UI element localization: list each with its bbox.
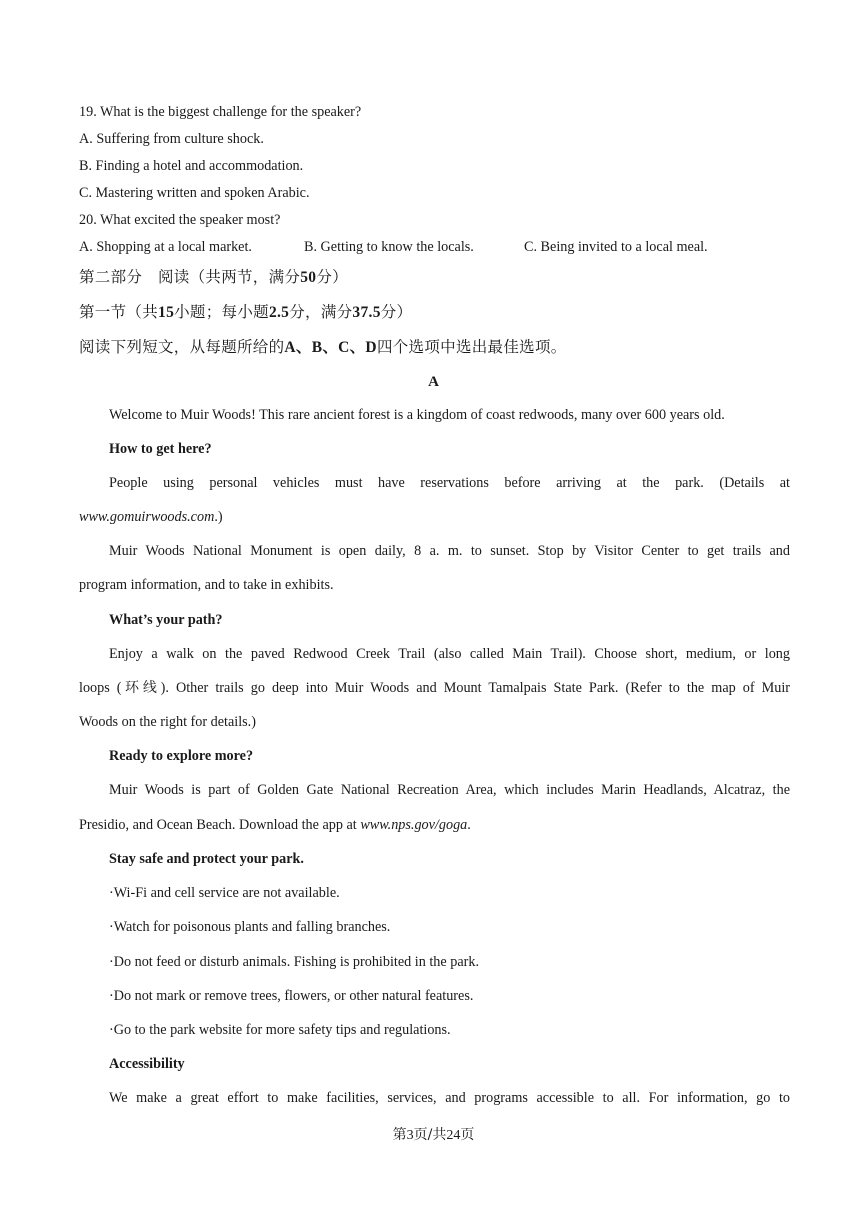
paragraph-get-here-line2 <box>79 507 223 527</box>
part2-title-score: 50 <box>300 269 317 286</box>
question-20-option-c: C. Being invited to a local meal. <box>524 239 708 255</box>
footer-pre: 第 <box>392 1127 407 1143</box>
footer-page-number: 3 <box>406 1128 414 1143</box>
link-gomuirwoods[interactable]: www.gomuirwoods.com <box>79 509 215 525</box>
paragraph-get-here-line1: People using personal vehicles must have reservations before arriving at the park. (Details at <box>109 475 790 491</box>
heading-how-to-get-here: How to get here? <box>109 441 212 457</box>
heading-accessibility: Accessibility <box>109 1056 185 1072</box>
section1-score-each: 2.5 <box>268 304 290 321</box>
section1-title <box>79 302 412 323</box>
passage-intro: Welcome to Muir Woods! This rare ancient forest is a kingdom of coast redwoods, many over 600 years old. <box>109 407 725 423</box>
paragraph-path-line2-b: ). Other trails go deep into Muir Woods and Mount Tamalpais State Park. (Refer to the map of Muir <box>160 680 790 696</box>
question-20-option-b: B. Getting to know the locals. <box>304 239 474 255</box>
paragraph-explore-line2-a: Presidio, and Ocean Beach. Download the app at <box>79 817 361 833</box>
paragraph-path-line3: Woods on the right for details.) <box>79 714 256 730</box>
page-footer <box>0 1124 867 1144</box>
section1-title-part4: 分） <box>380 303 413 321</box>
paragraph-path-line2 <box>79 678 790 698</box>
paragraph-accessibility-line1: We make a great effort to make facilities, services, and programs accessible to all. For information, go to <box>109 1090 790 1106</box>
section1-title-part1: 第一节（共 <box>79 303 159 321</box>
question-19-option-a: A. Suffering from culture shock. <box>79 131 264 147</box>
paragraph-path-line1: Enjoy a walk on the paved Redwood Creek Trail (also called Main Trail). Choose short, medium, or long <box>109 646 790 662</box>
section1-question-count: 15 <box>158 304 175 321</box>
question-20-stem: 20. What excited the speaker most? <box>79 212 281 228</box>
heading-ready-to-explore: Ready to explore more? <box>109 748 254 764</box>
part2-title-pre: 第二部分 阅读（共两节，满分 <box>79 268 301 286</box>
paragraph-explore-line2-b: . <box>467 817 471 833</box>
safety-item: ·Wi-Fi and cell service are not available. <box>109 885 340 901</box>
question-19-stem: 19. What is the biggest challenge for the speaker? <box>79 104 362 120</box>
safety-item: ·Go to the park website for more safety tips and regulations. <box>109 1022 451 1038</box>
section1-score-total: 37.5 <box>352 304 381 321</box>
footer-total-pages: 24 <box>446 1128 461 1143</box>
link-nps-goga[interactable]: www.nps.gov/goga <box>360 817 468 833</box>
safety-item: ·Do not mark or remove trees, flowers, or other natural features. <box>109 988 474 1004</box>
paragraph-open-line1: Muir Woods National Monument is open daily, 8 a. m. to sunset. Stop by Visitor Center to get trails and <box>109 543 790 559</box>
paragraph-path-chinese-gloss: 环线 <box>121 680 161 696</box>
footer-mid: 页/共 <box>413 1127 447 1143</box>
paragraph-explore-line2 <box>79 815 471 835</box>
safety-item: ·Watch for poisonous plants and falling branches. <box>109 919 391 935</box>
paragraph-get-here-end: .) <box>214 509 223 525</box>
part2-title-post: 分） <box>316 268 348 286</box>
instructions-pre: 阅读下列短文，从每题所给的 <box>79 338 285 356</box>
question-19-option-c: C. Mastering written and spoken Arabic. <box>79 185 310 201</box>
passage-letter: A <box>428 374 439 390</box>
heading-stay-safe: Stay safe and protect your park. <box>109 851 304 867</box>
paragraph-path-line2-a: loops ( <box>79 680 122 696</box>
part2-title <box>79 267 348 288</box>
section1-title-part3: 分，满分 <box>289 303 353 321</box>
instructions-post: 四个选项中选出最佳选项。 <box>376 338 567 356</box>
heading-whats-your-path: What’s your path? <box>109 612 223 628</box>
question-20-option-a: A. Shopping at a local market. <box>79 239 252 255</box>
footer-post: 页 <box>460 1127 475 1143</box>
reading-instructions <box>79 337 567 358</box>
question-19-option-b: B. Finding a hotel and accommodation. <box>79 158 304 174</box>
safety-item: ·Do not feed or disturb animals. Fishing is prohibited in the park. <box>109 954 480 970</box>
section1-title-part2: 小题；每小题 <box>174 303 269 321</box>
paragraph-open-line2: program information, and to take in exhibits. <box>79 577 334 593</box>
paragraph-explore-line1: Muir Woods is part of Golden Gate National Recreation Area, which includes Marin Headlands, Alcatraz, the <box>109 782 790 798</box>
instructions-options: A、B、C、D <box>284 339 377 356</box>
